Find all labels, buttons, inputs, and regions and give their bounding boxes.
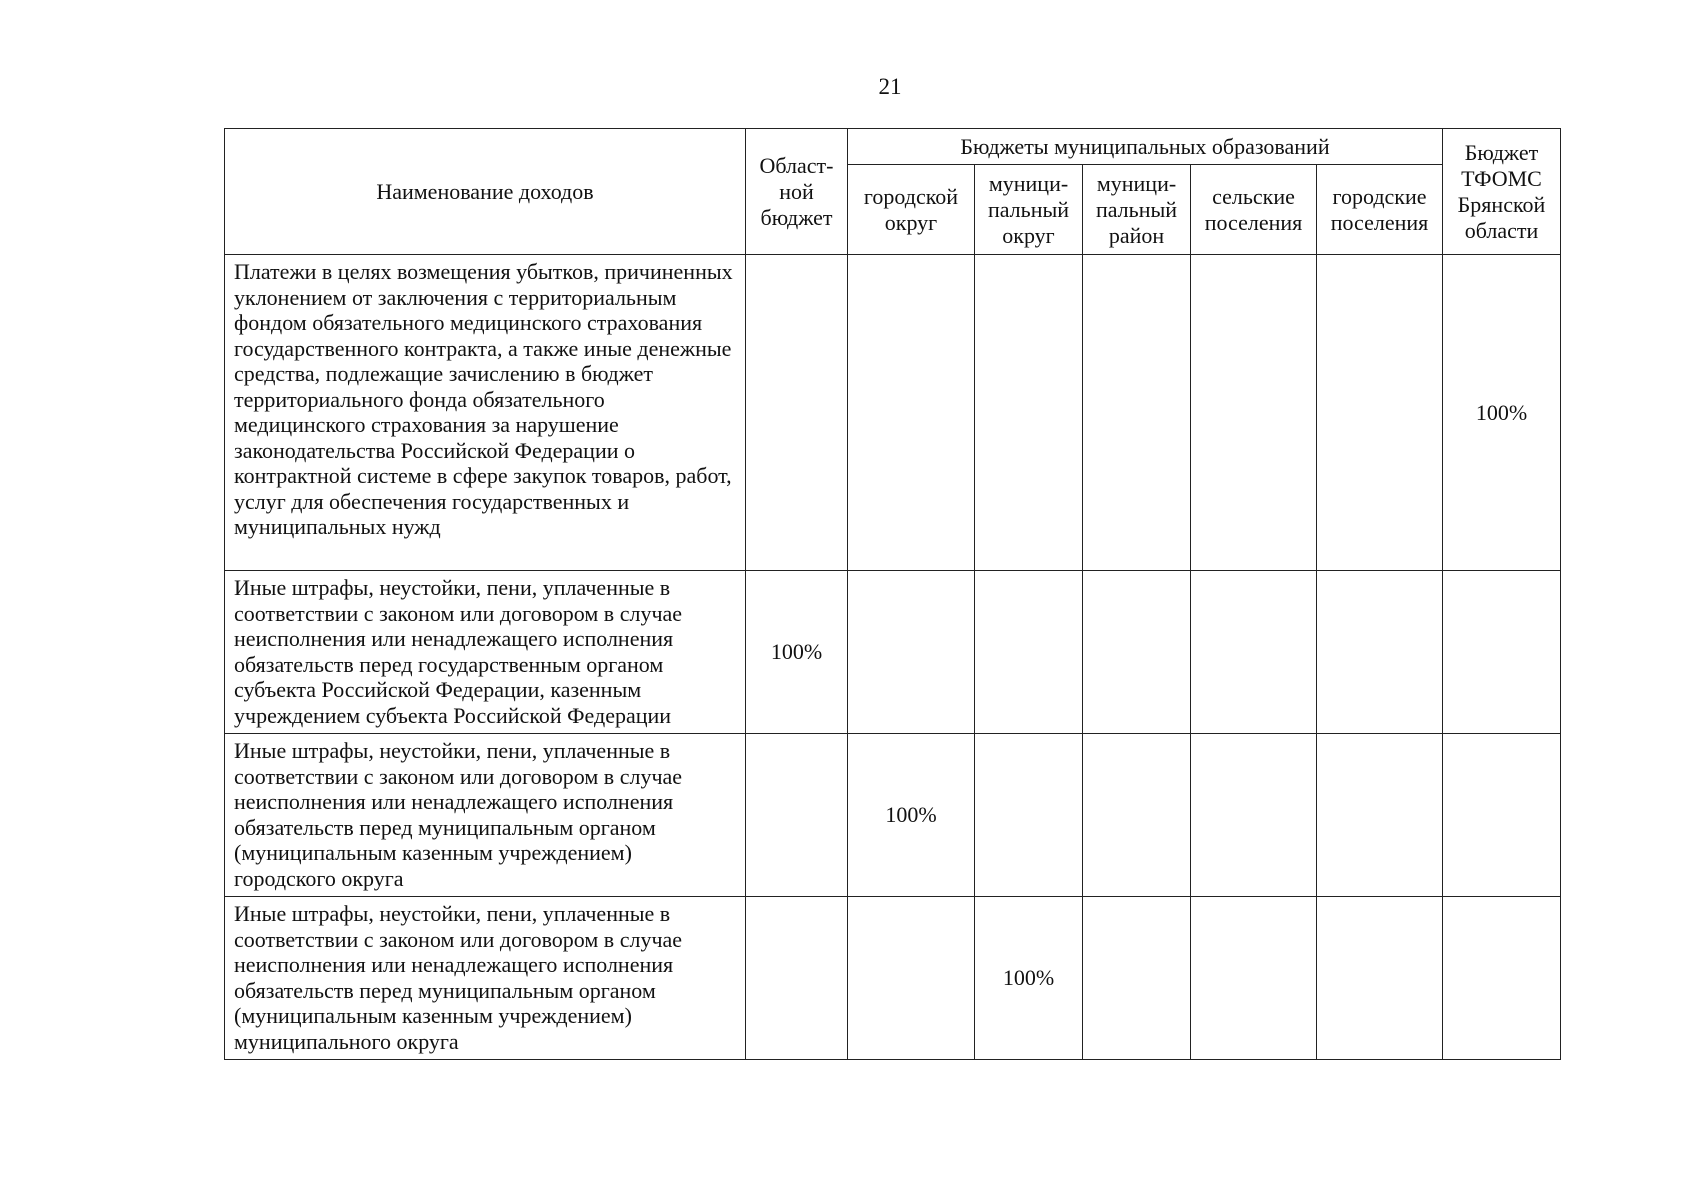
urban-settlements-cell [1317,255,1443,571]
header-income-name: Наименование доходов [225,129,746,255]
regional-budget-cell [746,897,848,1060]
rural-settlements-cell [1191,255,1317,571]
rural-settlements-cell [1191,571,1317,734]
header-city-district: городской округ [848,165,975,255]
city-district-cell: 100% [848,734,975,897]
municipal-district-cell: 100% [975,897,1083,1060]
header-municipal-district: муници- пальный округ [975,165,1083,255]
income-name-cell: Платежи в целях возмещения убытков, причиненных уклонением от заключения с территориальным фондом обязательного медицинского страхования государственного контракта, а также иные денежные средства, подлежащие зачислению в бюджет территориального фонда обязательного медицинского страхования за нарушение законодательства Российской Федерации о контрактной системе в сфере закупок товаров, работ, услуг для обеспечения государственных и муниципальных нужд [225,255,746,571]
municipal-region-cell [1083,255,1191,571]
income-distribution-table [224,128,1561,1060]
income-name-cell: Иные штрафы, неустойки, пени, уплаченные в соответствии с законом или договором в случае неисполнения или ненадлежащего исполнения обязательств перед государственным органом субъекта Российской Федерации, казенным учреждением субъекта Российской Федерации [225,571,746,734]
header-municipal-budgets: Бюджеты муниципальных образований [848,129,1443,165]
urban-settlements-cell [1317,734,1443,897]
header-regional-budget: Област- ной бюджет [746,129,848,255]
table-row [225,255,1561,571]
header-rural-settlements: сельские поселения [1191,165,1317,255]
municipal-region-cell [1083,571,1191,734]
municipal-region-cell [1083,897,1191,1060]
municipal-district-cell [975,255,1083,571]
header-municipal-region: муници- пальный район [1083,165,1191,255]
municipal-region-cell [1083,734,1191,897]
city-district-cell [848,255,975,571]
table-row [225,571,1561,734]
urban-settlements-cell [1317,571,1443,734]
rural-settlements-cell [1191,734,1317,897]
regional-budget-cell [746,255,848,571]
table-row [225,734,1561,897]
tfoms-budget-cell [1443,571,1561,734]
income-name-cell: Иные штрафы, неустойки, пени, уплаченные в соответствии с законом или договором в случае неисполнения или ненадлежащего исполнения обязательств перед муниципальным органом (муниципальным казенным учреждением) муниципального округа [225,897,746,1060]
tfoms-budget-cell [1443,897,1561,1060]
rural-settlements-cell [1191,897,1317,1060]
table-row [225,897,1561,1060]
income-name-cell: Иные штрафы, неустойки, пени, уплаченные в соответствии с законом или договором в случае неисполнения или ненадлежащего исполнения обязательств перед муниципальным органом (муниципальным казенным учреждением) городского округа [225,734,746,897]
municipal-district-cell [975,571,1083,734]
city-district-cell [848,571,975,734]
tfoms-budget-cell [1443,734,1561,897]
header-tfoms-budget: Бюджет ТФОМС Брянской области [1443,129,1561,255]
page-number: 21 [878,74,902,99]
city-district-cell [848,897,975,1060]
municipal-district-cell [975,734,1083,897]
regional-budget-cell: 100% [746,571,848,734]
tfoms-budget-cell: 100% [1443,255,1561,571]
header-urban-settlements: городские поселения [1317,165,1443,255]
regional-budget-cell [746,734,848,897]
urban-settlements-cell [1317,897,1443,1060]
